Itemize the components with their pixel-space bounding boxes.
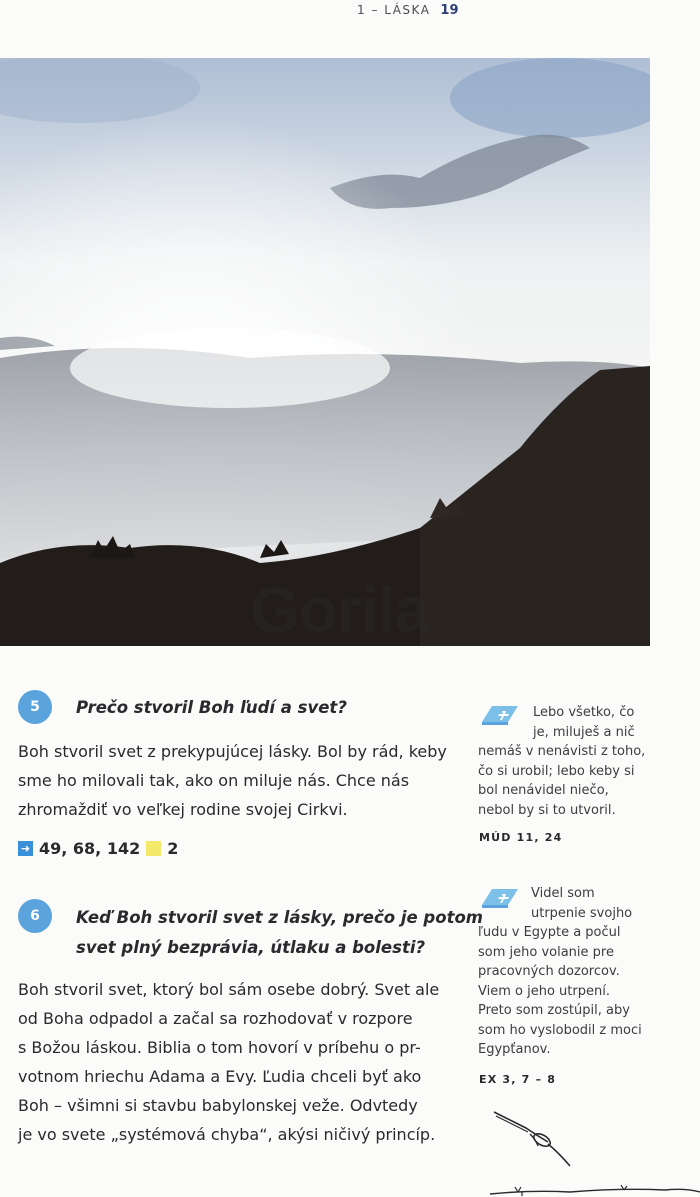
yellow-square-icon [146,841,161,856]
quote-line: je, miluješ a nič [533,724,635,740]
answer-line: s Božou láskou. Biblia o tom hovorí v príbehu o pr- [18,1038,421,1057]
quote-line: som ho vyslobodil z moci [478,1022,642,1038]
quote-line: Preto som zostúpil, aby [478,1003,630,1018]
answer-text [18,975,456,1149]
answer-line: od Boha odpadol a začal sa rozhodovať v rozpore [18,1009,413,1028]
answer-line: votnom hriechu Adama a Evy. Ľudia chceli byť ako [18,1067,422,1086]
answer-line: je vo svete „systémová chyba“, akýsi ničivý princíp. [18,1125,436,1144]
answer-line: zhromaždiť vo veľkej rodine svojej Cirkvi. [18,800,348,819]
arrow-right-icon: ➜ [18,841,33,856]
quote-line: Viem o jeho utrpení. [478,983,610,999]
answer-line: Boh – všimni si stavbu babylonskej veže. Odvtedy [18,1096,418,1115]
quote-line: som jeho volanie pre [478,944,614,960]
cross-references [18,839,178,858]
sidebar-citation: MÚD 11, 24 [479,831,563,844]
landscape-photo [0,58,650,646]
watermark: Gorila [250,574,429,646]
chapter-label: 1 – LÁSKA [357,3,431,17]
quote-line: utrpenie svojho [531,905,633,921]
question-number-badge: 6 [18,899,52,933]
quote-line: pracovných dozorcov. [478,964,620,979]
quote-line: nebol by si to utvoril. [478,802,616,818]
answer-line: Boh stvoril svet z prekypujúcej lásky. Bol by rád, keby [18,742,447,761]
quote-line: čo si urobil; lebo keby si [478,763,635,779]
quote-line: nemáš v nenávisti z toho, [478,744,646,759]
answer-text [18,737,456,824]
question-title: Prečo stvoril Boh ľudí a svet? [76,698,347,717]
running-head [357,3,459,18]
sidebar-citation: EX 3, 7 – 8 [479,1073,557,1086]
page-number: 19 [440,3,459,18]
quote-line: bol nenávidel niečo, [478,783,609,798]
question-title-line: svet plný bezprávia, útlaku a bolesti? [76,938,426,957]
sidebar-quote [478,703,653,820]
question-number-badge: 5 [18,690,52,724]
quote-line: ľudu v Egypte a počul [478,925,621,940]
question-title-line: Keď Boh stvoril svet z lásky, prečo je potom [76,908,483,927]
quote-line: Videl som [531,886,595,901]
landscape-photo-svg [0,58,650,646]
references-primary: 49, 68, 142 [39,839,141,858]
sidebar-quote [478,884,653,1060]
answer-line: Boh stvoril svet, ktorý bol sám osebe dobrý. Svet ale [18,980,440,999]
rope-sketch-illustration [490,1108,700,1197]
question-title [76,903,483,963]
quote-line: Egypťanov. [478,1042,551,1057]
references-secondary: 2 [167,839,179,858]
answer-line: sme ho milovali tak, ako on miluje nás. Chce nás [18,771,410,790]
quote-line: Lebo všetko, čo [533,705,635,720]
